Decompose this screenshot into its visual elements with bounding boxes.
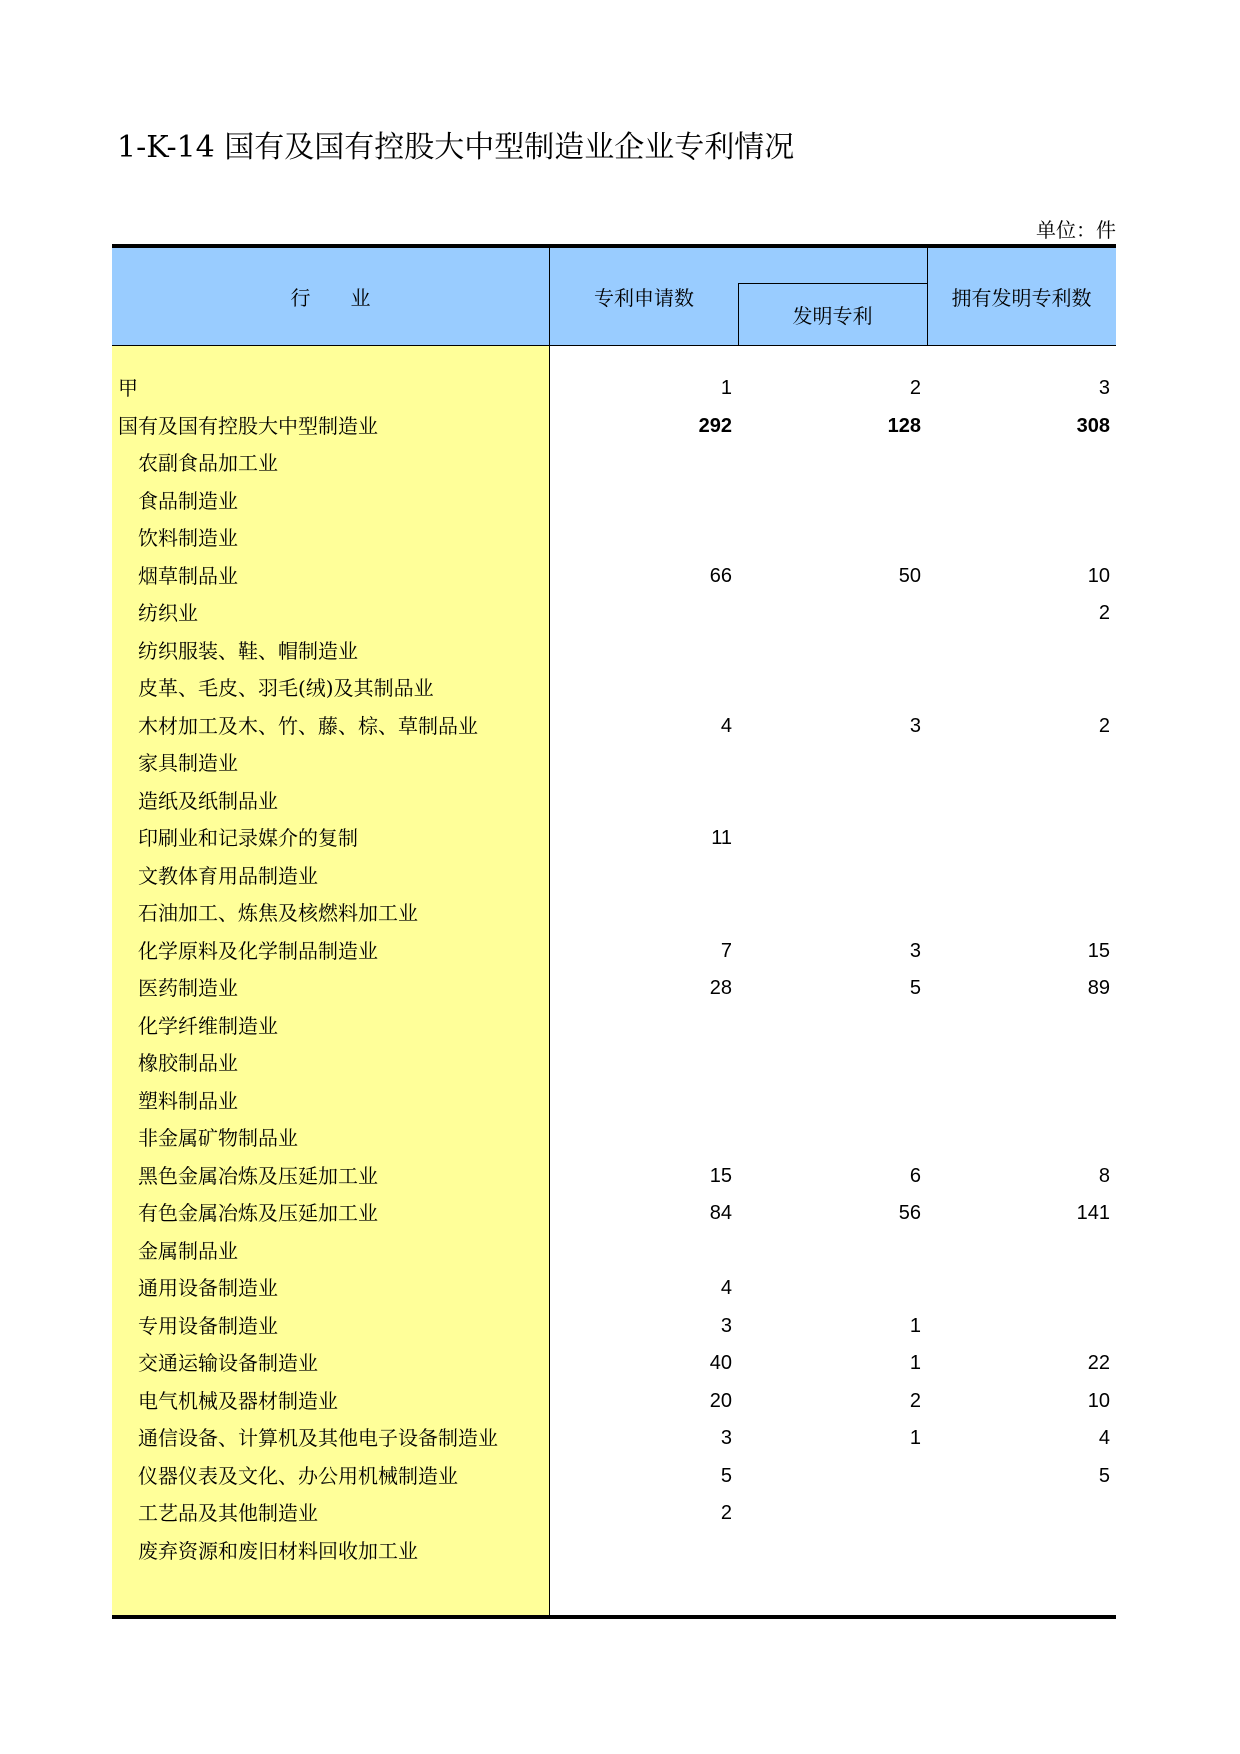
industry-name: 塑料制品业 <box>138 1088 238 1113</box>
owned-value: 2 <box>1098 602 1110 624</box>
table-row <box>112 445 1116 481</box>
owned-value <box>927 895 1110 931</box>
applications-value <box>549 633 732 669</box>
invention-value <box>738 445 921 481</box>
applications-value: 66 <box>709 564 732 587</box>
industry-name: 交通运输设备制造业 <box>138 1351 318 1375</box>
industry-name: 黑色金属冶炼及压延加工业 <box>138 1163 378 1188</box>
table-row <box>112 633 1116 669</box>
owned-value: 308 <box>1076 414 1110 437</box>
invention-value <box>738 820 921 856</box>
table-row <box>112 820 1116 856</box>
industry-name: 化学原料及化学制品制造业 <box>138 938 378 963</box>
invention-value <box>738 1233 921 1269</box>
invention-value: 1 <box>909 1352 921 1374</box>
applications-value <box>549 1233 732 1269</box>
owned-value: 89 <box>1087 977 1110 999</box>
owned-value <box>927 670 1110 706</box>
invention-value: 5 <box>909 977 921 999</box>
table-row <box>112 1008 1116 1044</box>
table-row <box>112 970 1116 1006</box>
table-row <box>112 670 1116 706</box>
invention-value <box>738 1533 921 1569</box>
table-row <box>112 783 1116 819</box>
owned-value <box>927 783 1110 819</box>
header-bottom-line <box>112 345 1116 346</box>
owned-value: 5 <box>1098 1464 1110 1487</box>
table-row <box>112 1308 1116 1344</box>
applications-value: 4 <box>720 1277 732 1299</box>
industry-name: 专用设备制造业 <box>138 1313 278 1338</box>
table-row <box>112 1420 1116 1456</box>
industry-name: 化学纤维制造业 <box>138 1013 278 1038</box>
owned-value <box>927 1308 1110 1344</box>
table-row <box>112 1158 1116 1194</box>
industry-name: 造纸及纸制品业 <box>138 788 278 813</box>
invention-value: 56 <box>898 1202 921 1224</box>
header-invention: 发明专利 <box>792 304 873 328</box>
industry-name: 纺织服装、鞋、帽制造业 <box>138 638 358 663</box>
applications-value: 40 <box>709 1352 732 1374</box>
industry-name: 仪器仪表及文化、办公用机械制造业 <box>138 1463 458 1488</box>
table-row <box>112 1195 1116 1231</box>
industry-name: 废弃资源和废旧材料回收加工业 <box>138 1538 418 1563</box>
table-row <box>112 483 1116 519</box>
applications-value: 1 <box>720 377 732 399</box>
applications-value: 7 <box>720 939 732 962</box>
industry-name: 皮革、毛皮、羽毛(绒)及其制品业 <box>138 676 434 700</box>
table-row <box>112 370 1116 406</box>
owned-value <box>927 858 1110 894</box>
owned-value <box>927 1008 1110 1044</box>
industry-name: 文教体育用品制造业 <box>138 863 318 888</box>
owned-value: 141 <box>1076 1202 1110 1224</box>
table-row <box>112 520 1116 556</box>
table-top-rule <box>112 244 1116 248</box>
industry-name: 国有及国有控股大中型制造业 <box>118 413 378 438</box>
table-row <box>112 1270 1116 1306</box>
table-row <box>112 1083 1116 1119</box>
invention-value <box>738 1083 921 1119</box>
invention-value <box>738 633 921 669</box>
applications-value: 20 <box>709 1389 732 1412</box>
invention-value <box>738 783 921 819</box>
applications-value <box>549 895 732 931</box>
invention-value <box>738 595 921 631</box>
industry-name: 饮料制造业 <box>138 526 238 550</box>
applications-value: 15 <box>709 1164 732 1187</box>
owned-value: 10 <box>1087 1389 1110 1412</box>
industry-name: 非金属矿物制品业 <box>138 1126 298 1150</box>
applications-value <box>549 595 732 631</box>
applications-value: 11 <box>711 827 732 849</box>
owned-value <box>927 445 1110 481</box>
header-applications: 专利申请数 <box>594 286 694 310</box>
table-row <box>112 895 1116 931</box>
table-bottom-rule <box>112 1615 1116 1619</box>
applications-value: 4 <box>720 714 732 737</box>
owned-value <box>927 1533 1110 1569</box>
industry-name: 通用设备制造业 <box>138 1276 278 1300</box>
invention-value: 3 <box>909 939 921 962</box>
industry-name: 木材加工及木、竹、藤、棕、草制品业 <box>138 713 478 738</box>
invention-value: 1 <box>909 1314 921 1337</box>
invention-subheader-line <box>738 283 927 284</box>
owned-value: 3 <box>1098 377 1110 399</box>
invention-value <box>738 1270 921 1306</box>
invention-value: 3 <box>909 714 921 737</box>
invention-value: 2 <box>909 377 921 399</box>
header-owned: 拥有发明专利数 <box>951 286 1092 310</box>
table-row <box>112 1533 1116 1569</box>
table-row <box>112 708 1116 744</box>
applications-value <box>549 745 732 781</box>
owned-value: 8 <box>1098 1164 1110 1187</box>
invention-value: 50 <box>898 564 921 587</box>
industry-name: 烟草制品业 <box>138 563 238 588</box>
applications-value: 292 <box>698 414 732 437</box>
industry-name: 工艺品及其他制造业 <box>138 1501 318 1525</box>
invention-value <box>738 1008 921 1044</box>
table-row <box>112 1233 1116 1269</box>
owned-value: 10 <box>1087 564 1110 587</box>
applications-value: 28 <box>709 977 732 999</box>
invention-value: 2 <box>909 1389 921 1412</box>
applications-value <box>549 483 732 519</box>
invention-value: 128 <box>887 414 921 437</box>
industry-name: 家具制造业 <box>138 751 238 775</box>
owned-value <box>927 1045 1110 1081</box>
invention-value <box>738 520 921 556</box>
table-row <box>112 1458 1116 1494</box>
invention-value <box>738 483 921 519</box>
table-row <box>112 745 1116 781</box>
table-row <box>112 933 1116 969</box>
invention-value <box>738 670 921 706</box>
applications-value: 5 <box>720 1464 732 1487</box>
applications-value: 84 <box>709 1202 732 1224</box>
owned-value: 4 <box>1098 1427 1110 1449</box>
unit-label: 单位：件 <box>1036 218 1116 242</box>
owned-value: 2 <box>1098 714 1110 737</box>
industry-name: 有色金属冶炼及压延加工业 <box>138 1201 378 1225</box>
table-row <box>112 1495 1116 1531</box>
industry-name: 金属制品业 <box>138 1238 238 1263</box>
table-row <box>112 1383 1116 1419</box>
applications-value: 2 <box>720 1502 732 1524</box>
industry-name: 纺织业 <box>138 601 198 625</box>
industry-name: 电气机械及器材制造业 <box>138 1388 338 1413</box>
applications-value <box>549 1045 732 1081</box>
owned-value <box>927 1270 1110 1306</box>
invention-value: 1 <box>909 1427 921 1449</box>
owned-value <box>927 633 1110 669</box>
applications-value <box>549 1008 732 1044</box>
applications-value: 3 <box>720 1427 732 1449</box>
owned-value <box>927 1495 1110 1531</box>
applications-value <box>549 1083 732 1119</box>
applications-value <box>549 670 732 706</box>
applications-value: 3 <box>720 1314 732 1337</box>
owned-value <box>927 745 1110 781</box>
industry-name: 通信设备、计算机及其他电子设备制造业 <box>138 1426 498 1450</box>
table-row <box>112 1120 1116 1156</box>
applications-value <box>549 783 732 819</box>
industry-name: 农副食品加工业 <box>138 451 278 475</box>
page-title: 1-K-14 国有及国有控股大中型制造业企业专利情况 <box>117 130 795 165</box>
owned-value <box>927 520 1110 556</box>
invention-value <box>738 1045 921 1081</box>
industry-name: 食品制造业 <box>138 488 238 513</box>
header-industry: 行 业 <box>290 286 371 310</box>
applications-value <box>549 858 732 894</box>
owned-value: 15 <box>1087 939 1110 962</box>
applications-value <box>549 1533 732 1569</box>
invention-value <box>738 1495 921 1531</box>
invention-value <box>738 745 921 781</box>
invention-value: 6 <box>909 1164 921 1187</box>
applications-value <box>549 520 732 556</box>
applications-value <box>549 1120 732 1156</box>
applications-value <box>549 445 732 481</box>
table-row <box>112 1045 1116 1081</box>
owned-value: 22 <box>1087 1352 1110 1374</box>
owned-value <box>927 820 1110 856</box>
industry-name: 橡胶制品业 <box>138 1051 238 1075</box>
industry-name: 石油加工、炼焦及核燃料加工业 <box>138 901 418 925</box>
invention-value <box>738 1458 921 1494</box>
patent-table <box>112 244 1116 1619</box>
owned-value <box>927 1233 1110 1269</box>
invention-value <box>738 1120 921 1156</box>
invention-value <box>738 895 921 931</box>
table-row <box>112 858 1116 894</box>
industry-name: 甲 <box>118 376 138 400</box>
owned-value <box>927 483 1110 519</box>
owned-value <box>927 1083 1110 1119</box>
industry-name: 印刷业和记录媒介的复制 <box>138 826 358 850</box>
industry-name: 医药制造业 <box>138 976 238 1000</box>
table-row <box>112 558 1116 594</box>
table-row <box>112 595 1116 631</box>
table-row <box>112 1345 1116 1381</box>
invention-value <box>738 858 921 894</box>
table-row <box>112 408 1116 444</box>
owned-value <box>927 1120 1110 1156</box>
